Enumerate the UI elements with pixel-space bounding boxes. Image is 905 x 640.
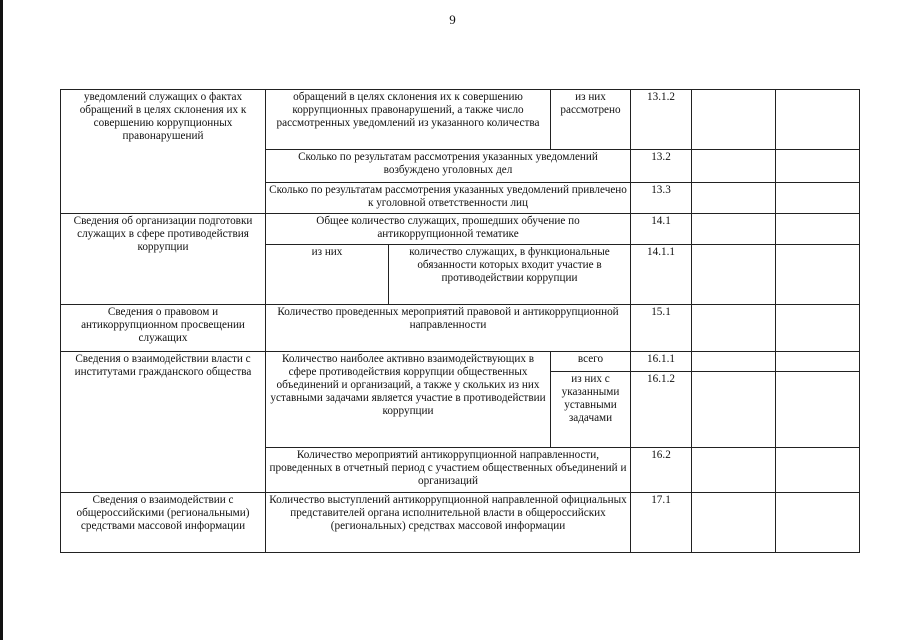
category-cell: Сведения о правовом и антикоррупционном просвещении служащих — [61, 305, 266, 352]
value-cell — [692, 90, 776, 150]
category-cell: Сведения об организации подготовки служащих в сфере противодействия коррупции — [61, 214, 266, 305]
value-cell — [692, 150, 776, 183]
sub-indicator-cell: из них с указанными уставными задачами — [551, 372, 631, 448]
page-number: 9 — [449, 12, 456, 27]
sub-indicator-prefix-cell: из них — [266, 245, 389, 305]
code-cell: 13.1.2 — [631, 90, 692, 150]
indicator-cell: количество служащих, в функциональные обязанности которых входит участие в противодействии коррупции — [389, 245, 631, 305]
indicator-cell: Общее количество служащих, прошедших обучение по антикоррупционной тематике — [266, 214, 631, 245]
value-cell — [776, 352, 860, 372]
indicator-cell: Количество проведенных мероприятий правовой и антикоррупционной направленности — [266, 305, 631, 352]
value-cell — [776, 214, 860, 245]
category-cell: Сведения о взаимодействии власти с институтами гражданского общества — [61, 352, 266, 493]
value-cell — [776, 183, 860, 214]
report-table — [60, 89, 860, 553]
sub-indicator-cell: из них рассмотрено — [551, 90, 631, 150]
value-cell — [776, 90, 860, 150]
category-cell: Сведения о взаимодействии с общероссийскими (региональными) средствами массовой информации — [61, 493, 266, 553]
indicator-cell: Количество выступлений антикоррупционной направленной официальных представителей органа исполнительной власти в общероссийских (региональных) средствах массовой информации — [266, 493, 631, 553]
value-cell — [776, 305, 860, 352]
code-cell: 14.1 — [631, 214, 692, 245]
page-left-edge — [0, 0, 3, 640]
value-cell — [692, 493, 776, 553]
value-cell — [692, 245, 776, 305]
code-cell: 16.1.1 — [631, 352, 692, 372]
value-cell — [692, 352, 776, 372]
value-cell — [776, 372, 860, 448]
value-cell — [692, 372, 776, 448]
code-cell: 13.2 — [631, 150, 692, 183]
code-cell: 16.1.2 — [631, 372, 692, 448]
indicator-cell: Количество мероприятий антикоррупционной направленности, проведенных в отчетный период с участием общественных объединений и организаций — [266, 448, 631, 493]
indicator-cell: Сколько по результатам рассмотрения указанных уведомлений привлечено к уголовной ответственности лиц — [266, 183, 631, 214]
value-cell — [776, 448, 860, 493]
indicator-cell: Количество наиболее активно взаимодействующих в сфере противодействия коррупции общественных объединений и организаций, а также у скольких из них уставными задачами является участие в противодействии коррупции — [266, 352, 551, 448]
category-cell: уведомлений служащих о фактах обращений в целях склонения их к совершению коррупционных правонарушений — [61, 90, 266, 214]
table-row — [61, 305, 860, 352]
sub-indicator-cell: всего — [551, 352, 631, 372]
code-cell: 17.1 — [631, 493, 692, 553]
value-cell — [776, 245, 860, 305]
value-cell — [692, 183, 776, 214]
code-cell: 13.3 — [631, 183, 692, 214]
value-cell — [692, 214, 776, 245]
table-row — [61, 214, 860, 245]
code-cell: 14.1.1 — [631, 245, 692, 305]
code-cell: 15.1 — [631, 305, 692, 352]
value-cell — [776, 493, 860, 553]
value-cell — [692, 448, 776, 493]
indicator-cell: обращений в целях склонения их к совершению коррупционных правонарушений, а также число рассмотренных уведомлений из указанного количества — [266, 90, 551, 150]
table-row — [61, 493, 860, 553]
value-cell — [692, 305, 776, 352]
indicator-cell: Сколько по результатам рассмотрения указанных уведомлений возбуждено уголовных дел — [266, 150, 631, 183]
value-cell — [776, 150, 860, 183]
table-row — [61, 352, 860, 372]
table-row — [61, 90, 860, 150]
code-cell: 16.2 — [631, 448, 692, 493]
